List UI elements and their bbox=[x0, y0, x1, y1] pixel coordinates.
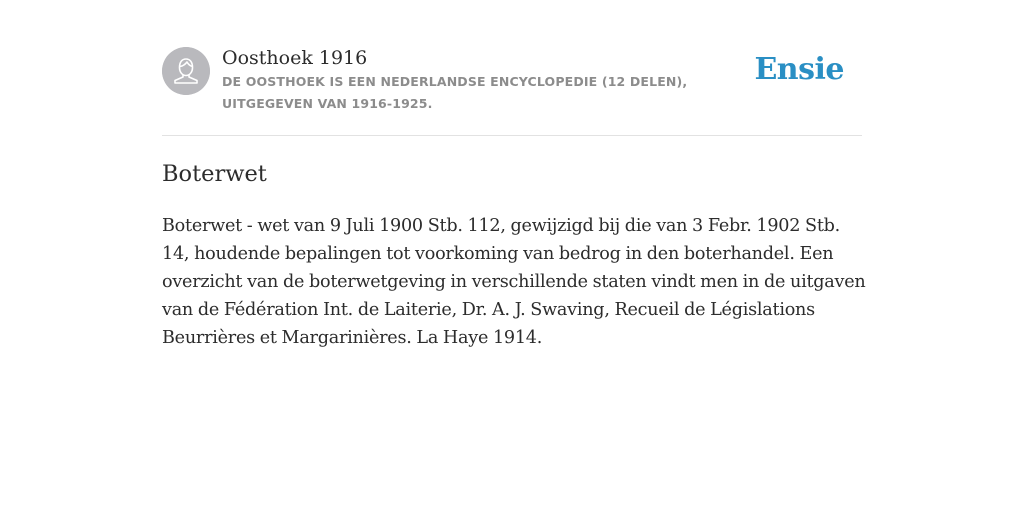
brand-logo[interactable]: Ensie bbox=[754, 52, 844, 87]
source-description: DE OOSTHOEK IS EEN NEDERLANDSE ENCYCLOPEDIE (12 DELEN), UITGEGEVEN VAN 1916-1925. bbox=[222, 74, 688, 111]
source-header bbox=[162, 46, 862, 116]
source-avatar bbox=[162, 47, 210, 95]
divider bbox=[162, 135, 862, 136]
entry-title: Boterwet bbox=[162, 161, 267, 187]
source-title[interactable]: Oosthoek 1916 bbox=[222, 47, 368, 69]
entry-body: Boterwet - wet van 9 Juli 1900 Stb. 112, gewijzigd bij die van 3 Febr. 1902 Stb. 14, houdende bepalingen tot voorkoming van bedrog in den boterhandel. Een overzicht van de boterwetgeving in verschillende staten vindt men in de uitgaven van de Fédération Int. de Laiterie, Dr. A. J. Swaving, Recueil de Législations Beurrières et Margarinières. La Haye 1914. bbox=[162, 216, 866, 348]
user-silhouette-icon bbox=[162, 47, 210, 95]
